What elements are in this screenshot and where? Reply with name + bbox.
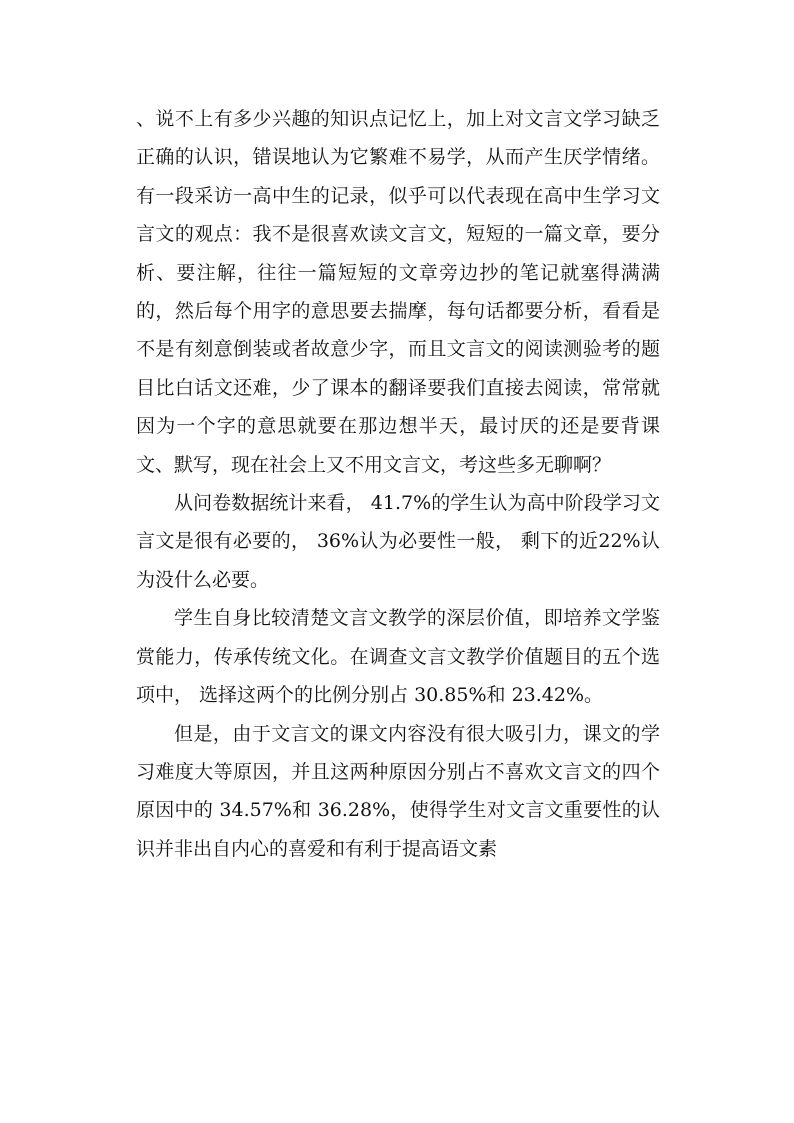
paragraph-dislike-reasons: 但是，由于文言文的课文内容没有很大吸引力，课文的学习难度大等原因，并且这两种原因分别占不喜欢文言文的四个原因中的 34.57%和 36.28%，使得学生对文言文重要性的认识并非出自内心的喜爱和有利于提高语文素 [136,722,660,860]
paragraph-interview-record: 、说不上有多少兴趣的知识点记忆上，加上对文言文学习缺乏正确的认识，错误地认为它繁难不易学，从而产生厌学情绪。有一段采访一高中生的记录，似乎可以代表现在高中生学习文言文的观点：我不是很喜欢读文言文，短短的一篇文章，要分析、要注解，往往一篇短短的文章旁边抄的笔记就塞得满满的，然后每个用字的意思要去揣摩，每句话都要分析，看看是不是有刻意倒装或者故意少字，而且文言文的阅读测验考的题目比白话文还难，少了课本的翻译要我们直接去阅读，常常就因为一个字的意思就要在那边想半天，最讨厌的还是要背课文、默写，现在社会上又不用文言文，考这些多无聊啊？ [136,108,660,476]
paragraph-teaching-value: 学生自身比较清楚文言文教学的深层价值，即培养文学鉴赏能力，传承传统文化。在调查文言文教学价值题目的五个选项中， 选择这两个的比例分别占 30.85%和 23.42%。 [136,607,660,707]
paragraph-survey-necessity: 从问卷数据统计来看， 41.7%的学生认为高中阶段学习文言文是很有必要的， 36%认为必要性一般， 剩下的近22%认为没什么必要。 [136,492,660,591]
document-body [136,100,660,868]
